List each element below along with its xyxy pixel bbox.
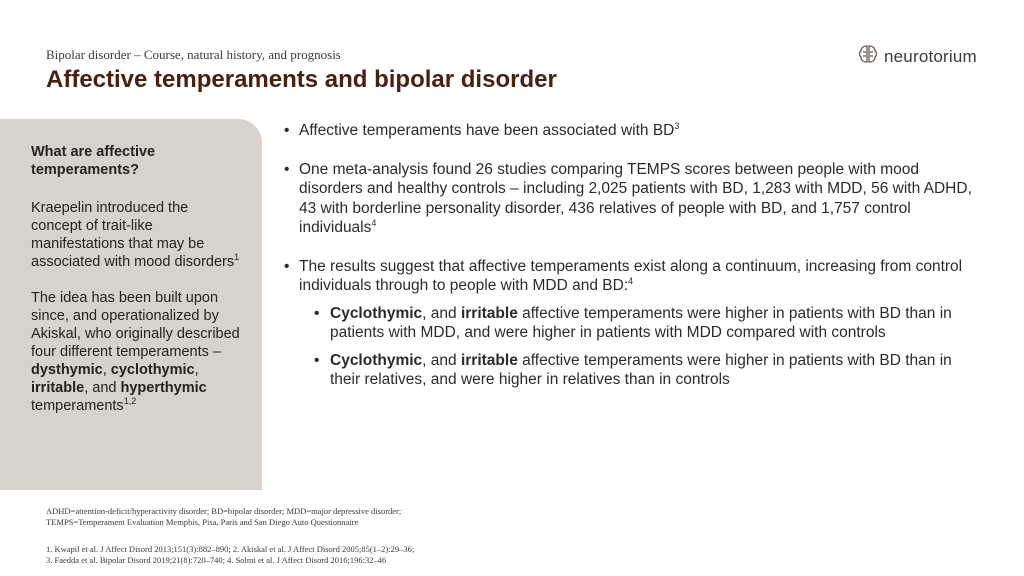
sub-bullet-1: • Cyclothymic, and irritable affective temperaments were higher in patients with BD than in patients with MDD, and were higher in patients with MDD compared with controls	[314, 304, 974, 343]
sidebar-heading: What are affective temperaments?	[31, 144, 156, 178]
bullet-2: • One meta-analysis found 26 studies comparing TEMPS scores between people with mood disorders and healthy controls – including 2,025 patients with BD, 1,283 with MDD, 56 with ADHD, 43 with borderline personality disorder, 436 relatives of people with BD, and 1,757 control individuals$^4$	[284, 160, 974, 238]
references-footnote: 1. Kwapil et al. J Affect Disord 2013;151(3):882–890; 2. Akiskal et al. J Affect Disord 2005;85(1–2):29–36; 3. Faedda et al. Bipolar Disord 2019;21(8):720–740; 4. Solmi et al. J Affect Disord 2016;196:32–46	[46, 544, 415, 565]
main-content	[284, 121, 974, 390]
logo-text: neurotorium	[884, 46, 977, 66]
abbreviations-footnote: ADHD=attention-deficit/hyperactivity disorder; BD=bipolar disorder; MDD=major depressive disorder; TEMPS=Temperament Evaluation Memphis, Pisa, Paris and San Diego Auto Questionnaire	[46, 506, 402, 527]
sub-bullet-2: • Cyclothymic, and irritable affective temperaments were higher in patients with BD than in their relatives, and were higher in relatives than in controls	[314, 351, 974, 390]
sidebar-panel	[0, 119, 262, 490]
brain-logo-icon	[857, 43, 879, 70]
sidebar-paragraph-1: Kraepelin introduced the concept of trait-like manifestations that may be associated with mood disorders$^1$	[31, 200, 240, 270]
breadcrumb: Bipolar disorder – Course, natural history, and prognosis	[46, 47, 341, 62]
sidebar-paragraph-2: The idea has been built upon since, and operationalized by Akiskal, who originally described four different temperaments – dysthymic, cyclothymic, irritable, and hyperthymic temperaments$^{1,2}$	[31, 290, 240, 414]
page-title: Affective temperaments and bipolar disorder	[46, 66, 557, 93]
logo	[857, 43, 977, 70]
bullet-1: • Affective temperaments have been associated with $BD^3$	[284, 121, 974, 141]
bullet-3: • The results suggest that affective temperaments exist along a continuum, increasing from control individuals through to people with MDD and BD:$^4$ • Cyclothymic, and irritable affective temperaments were higher in patients with BD than in patients with MDD, and were higher in patients with MDD compared with controls • Cyclothymic, and irritable affective temperaments were higher in patients with BD than in their relatives, and were higher in relatives than in controls	[284, 257, 974, 390]
